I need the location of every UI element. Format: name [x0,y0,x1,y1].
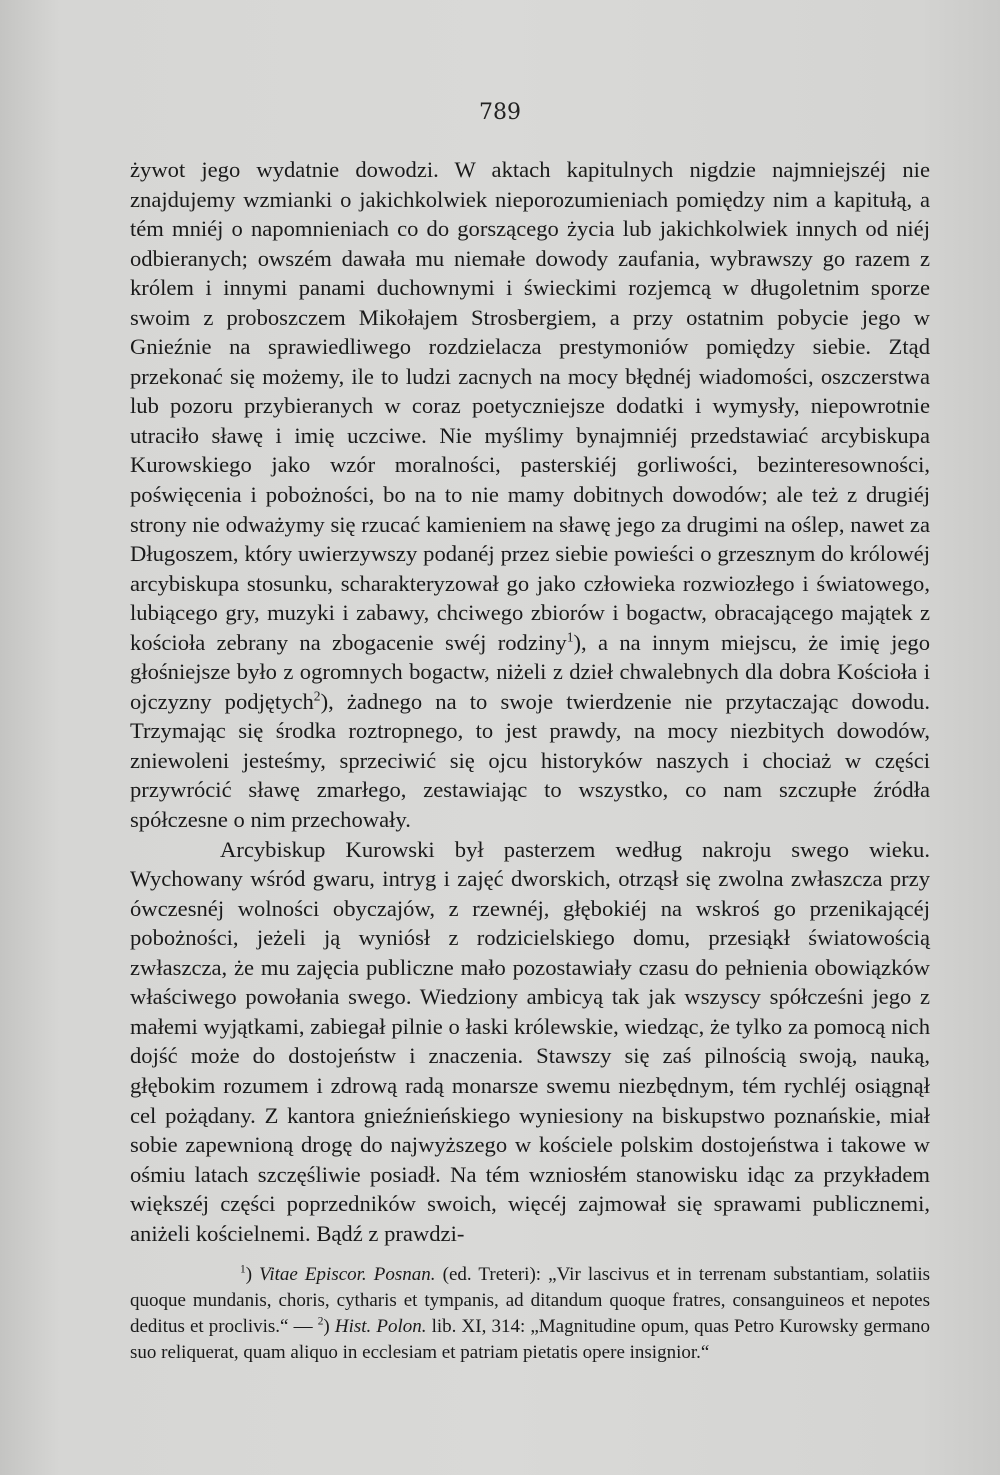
paragraph [130,155,930,835]
main-text [130,155,930,1248]
footnote-marker: 2 [317,1315,324,1328]
paragraph [130,835,930,1249]
text-segment: (ed. Treteri): „Vir lascivus et in terrenam substantiam, solatiis quoque mundanis, choris, cytharis et tympanis, ad ditandum quoque fratres, consanguineos et nepotes deditus et proclivis.“ — [130,1264,930,1337]
text-segment: ) [245,1264,260,1285]
text-segment: ), żadnego na to swoje twierdzenie nie przytaczając dowodu. Trzymając się środka roztropnego, to jest prawdy, na mocy niezbitych dowodów, zniewoleni jesteśmy, sprzeciwić się ojcu historyków naszych i chociaż w części przywrócić sławę zmarłego, zestawiając to wszystko, co nam szczupłe źródła spółczesne o nim przechowały. [130,688,930,833]
page-number: 789 [479,100,521,125]
text-segment: ), a na innym miejscu, że imię jego głośniejsze było z ogromnych bogactw, niżeli z dzieł chwalebnych dla dobra Kościoła i ojczyzny podjętych [130,629,930,714]
citation-title: Hist. Polon. [334,1316,427,1337]
text-segment: żywot jego wydatnie dowodzi. W aktach kapitulnych nigdzie najmniejszéj nie znajdujemy wzmianki o jakichkolwiek nieporozumieniach pomiędzy nim a kapitułą, a tém mniéj o napomnieniach co do gorszącego życia lub jakichkolwiek innych od niéj odbieranych; owszém dawała mu niemałe dowody zaufania, wybrawszy go razem z królem i innymi panami duchownymi i świeckimi rozjemcą w długoletnim sporze swoim z proboszczem Mikołajem Strosbergiem, a przy ostatnim pobycie jego w Gnieźnie na sprawiedliwego rozdzielacza prestymoniów pomiędzy siebie. Ztąd przekonać się możemy, ile to ludzi zacnych na mocy błędnéj wiadomości, oszczerstwa lub pozoru przybieranych w coraz poetyczniejsze dodatki i wymysły, niepowrotnie utraciło sławę i imię uczciwe. Nie myślimy bynajmniéj przedstawiać arcybiskupa Kurowskiego jako wzór moralności, pasterskiéj gorliwości, bezinteresowności, poświęcenia i pobożności, bo na to nie mamy dobitnych dowodów; ale też z drugiéj strony nie odważymy się rzucać kamieniem na sławę jego za drugimi na oślep, nawet za Długoszem, który uwierzywszy podanéj przez siebie powieści o grzesznym do królowéj arcybiskupa stosunku, scharakteryzował go jako człowieka rozwiozłego i światowego, lubiącego gry, muzyki i zabawy, chciwego zbiorów i bogactw, obracającego majątek z kościoła zebrany na zbogacenie swéj rodziny [130,157,930,655]
footnote [130,1262,930,1366]
text-segment: lib. XI, 314: „Magnitudine opum, quas Petro Kurowsky germano suo reliquerat, quam aliquo in ecclesiam et patriam pietatis opere insignior.“ [130,1316,930,1363]
citation-title: Vitae Episcor. Posnan. [259,1264,436,1285]
footnote-ref: 1 [566,629,574,645]
footnote-ref: 2 [313,688,321,704]
text-segment: Arcybiskup Kurowski był pasterzem według nakroju swego wieku. Wychowany wśród gwaru, intryg i zajęć dworskich, otrząsł się zwolna zwłaszcza przy ówczesnéj wolności obyczajów, z rzewnéj, głębokiéj na wskroś go przenikającéj pobożności, jeżeli ją wyniósł z rodzicielskiego domu, przesiąkł światowością zwłaszcza, że mu zajęcia publiczne mało pozostawiały czasu do pełnienia obowiązków właściwego powołania swego. Wiedziony ambicyą tak jak wszyscy spółcześni jego z małemi wyjątkami, zabiegał pilnie o łaski królewskie, wiedząc, że tylko za pomocą nich dojść może do dostojeństw i znaczenia. Stawszy się zaś pilnością swoją, nauką, głębokim rozumem i zdrową radą monarsze swemu niezbędnym, tém rychléj osiągnął cel pożądany. Z kantora gnieźnieńskiego wyniesiony na biskupstwo poznańskie, miał sobie zapewnioną drogę do najwyższego w kościele polskim dostojeństwa i takowe w ośmiu latach szczęśliwie posiadł. Na tém wzniosłém stanowisku idąc za przykładem większéj części poprzedników swoich, więcéj zajmował się sprawami publicznemi, aniżeli kościelnemi. Bądź z prawdzi- [130,836,930,1246]
text-segment: ) [323,1316,335,1337]
footnote-marker: 1 [240,1263,246,1276]
footnotes [130,1262,930,1366]
